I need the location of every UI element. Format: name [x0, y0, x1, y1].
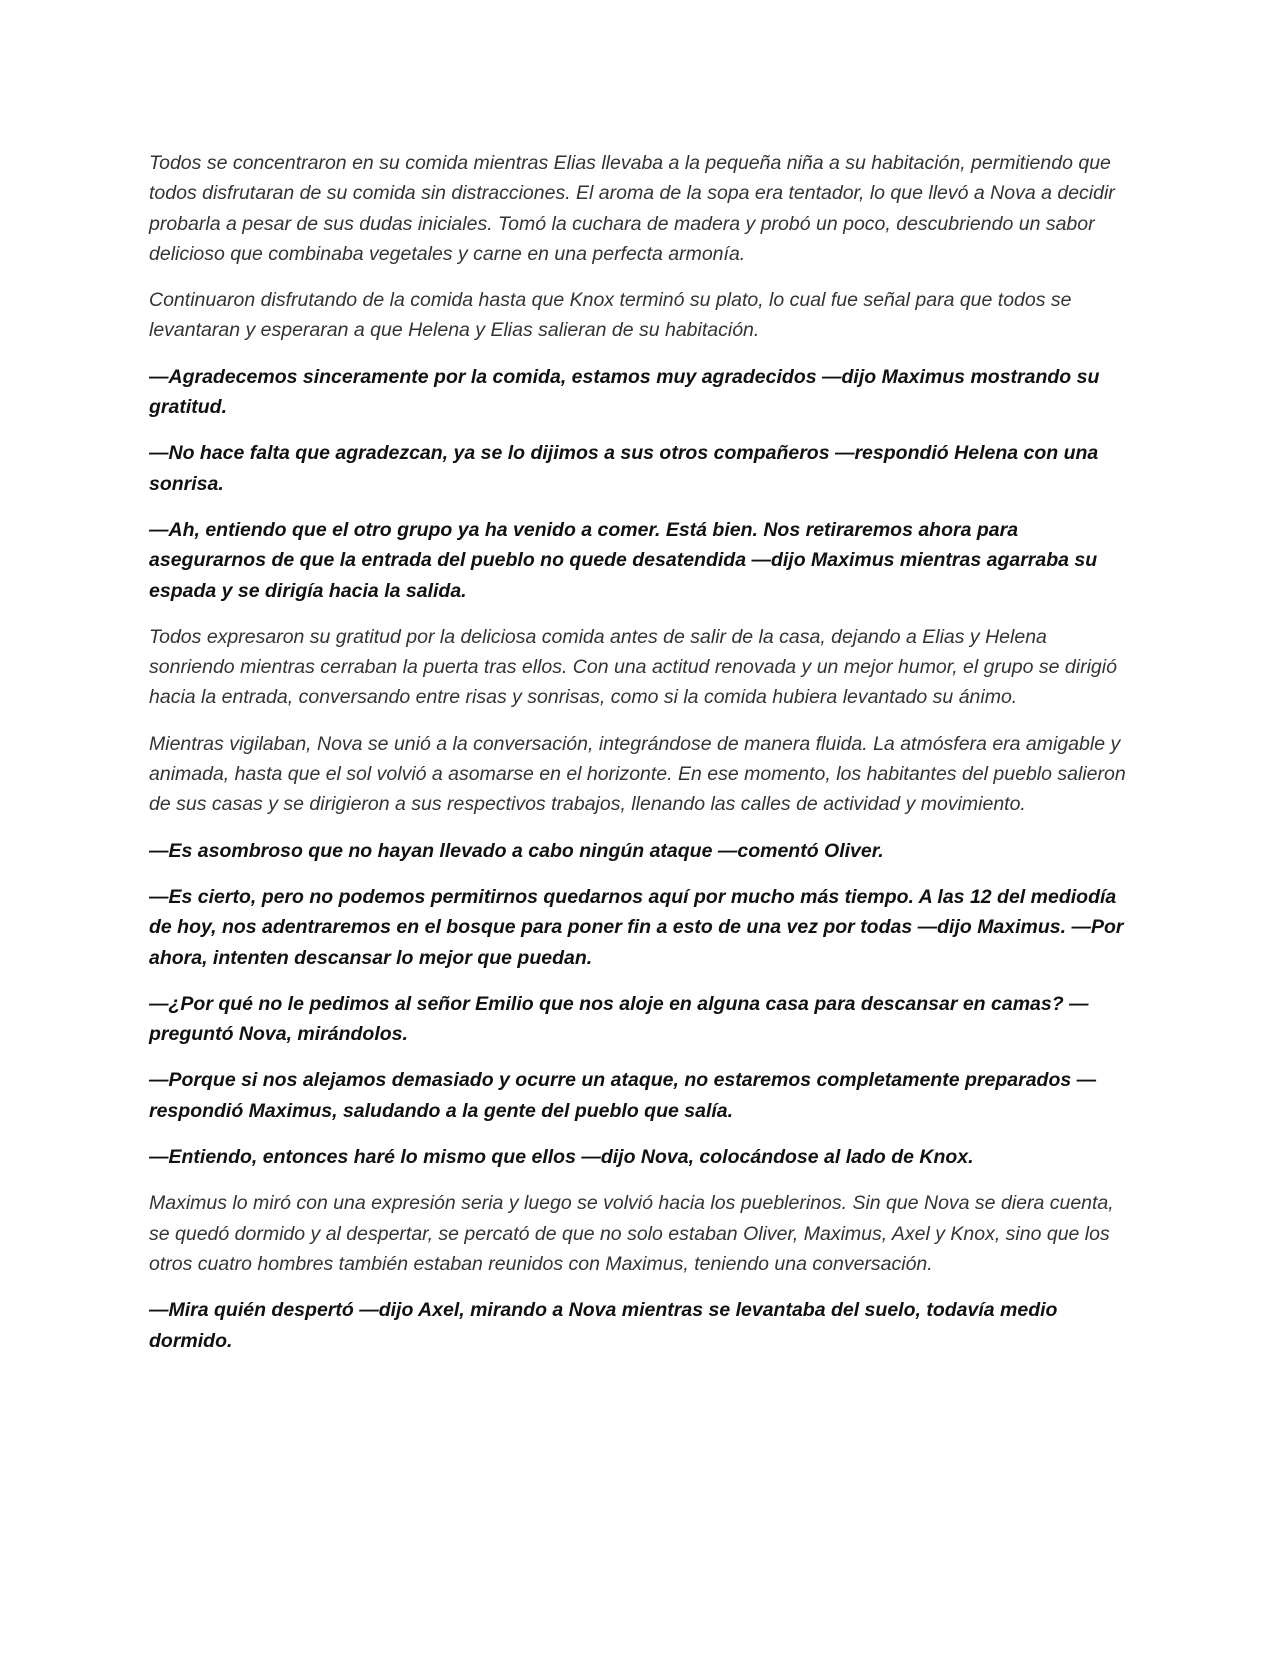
paragraph-dialogue: —Agradecemos sinceramente por la comida, estamos muy agradecidos —dijo Maximus mostrando su gratitud. — [149, 365, 1100, 419]
paragraph-dialogue: —Entiendo, entonces haré lo mismo que ellos —dijo Nova, colocándose al lado de Knox. — [149, 1146, 974, 1169]
paragraph-narration: Mientras vigilaban, Nova se unió a la conversación, integrándose de manera fluida. La atmósfera era amigable y animada, hasta que el sol volvió a asomarse en el horizonte. En ese momento, los habitantes del pueblo salieron de sus casas y se dirigieron a sus respectivos trabajos, llenando las calles de actividad y movimiento. — [149, 732, 1126, 816]
text-body — [149, 148, 1131, 1372]
paragraph-dialogue: —Es asombroso que no hayan llevado a cabo ningún ataque —comentó Oliver. — [149, 839, 884, 862]
paragraph-dialogue: —No hace falta que agradezcan, ya se lo dijimos a sus otros compañeros —respondió Helena con una sonrisa. — [149, 442, 1099, 495]
paragraph-narration: Continuaron disfrutando de la comida hasta que Knox terminó su plato, lo cual fue señal para que todos se levantaran y esperaran a que Helena y Elias salieran de su habitación. — [149, 289, 1072, 342]
paragraph-dialogue: —Mira quién despertó —dijo Axel, mirando a Nova mientras se levantaba del suelo, todavía medio dormido. — [149, 1299, 1058, 1352]
paragraph-dialogue: —Es cierto, pero no podemos permitirnos quedarnos aquí por mucho más tiempo. A las 12 del mediodía de hoy, nos adentraremos en el bosque para poner fin a esto de una vez por todas —dijo Maximus. —Por ahora, intenten descansar lo mejor que puedan. — [149, 885, 1124, 969]
paragraph-dialogue: —Porque si nos alejamos demasiado y ocurre un ataque, no estaremos completamente preparados —respondió Maximus, saludando a la gente del pueblo que salía. — [149, 1069, 1097, 1122]
paragraph-narration: Maximus lo miró con una expresión seria y luego se volvió hacia los pueblerinos. Sin que Nova se diera cuenta, se quedó dormido y al despertar, se percató de que no solo estaban Oliver, Maximus, Axel y Knox, sino que los otros cuatro hombres también estaban reunidos con Maximus, teniendo una conversación. — [149, 1192, 1114, 1275]
paragraph-narration: Todos expresaron su gratitud por la deliciosa comida antes de salir de la casa, dejando a Elias y Helena sonriendo mientras cerraban la puerta tras ellos. Con una actitud renovada y un mejor humor, el grupo se dirigió hacia la entrada, conversando entre risas y sonrisas, como si la comida hubiera levantado su ánimo. — [149, 625, 1117, 709]
paragraph-dialogue: —¿Por qué no le pedimos al señor Emilio que nos aloje en alguna casa para descansar en camas? —preguntó Nova, mirándolos. — [149, 992, 1089, 1046]
paragraph-dialogue: —Ah, entiendo que el otro grupo ya ha venido a comer. Está bien. Nos retiraremos ahora para asegurarnos de que la entrada del pueblo no quede desatendida —dijo Maximus mientras agarraba su espada y se dirigía hacia la salida. — [149, 518, 1098, 602]
paragraph-narration: Todos se concentraron en su comida mientras Elias llevaba a la pequeña niña a su habitación, permitiendo que todos disfrutaran de su comida sin distracciones. El aroma de la sopa era tentador, lo que llevó a Nova a decidir probarla a pesar de sus dudas iniciales. Tomó la cuchara de madera y probó un poco, descubriendo un sabor delicioso que combinaba vegetales y carne en una perfecta armonía. — [149, 152, 1115, 265]
